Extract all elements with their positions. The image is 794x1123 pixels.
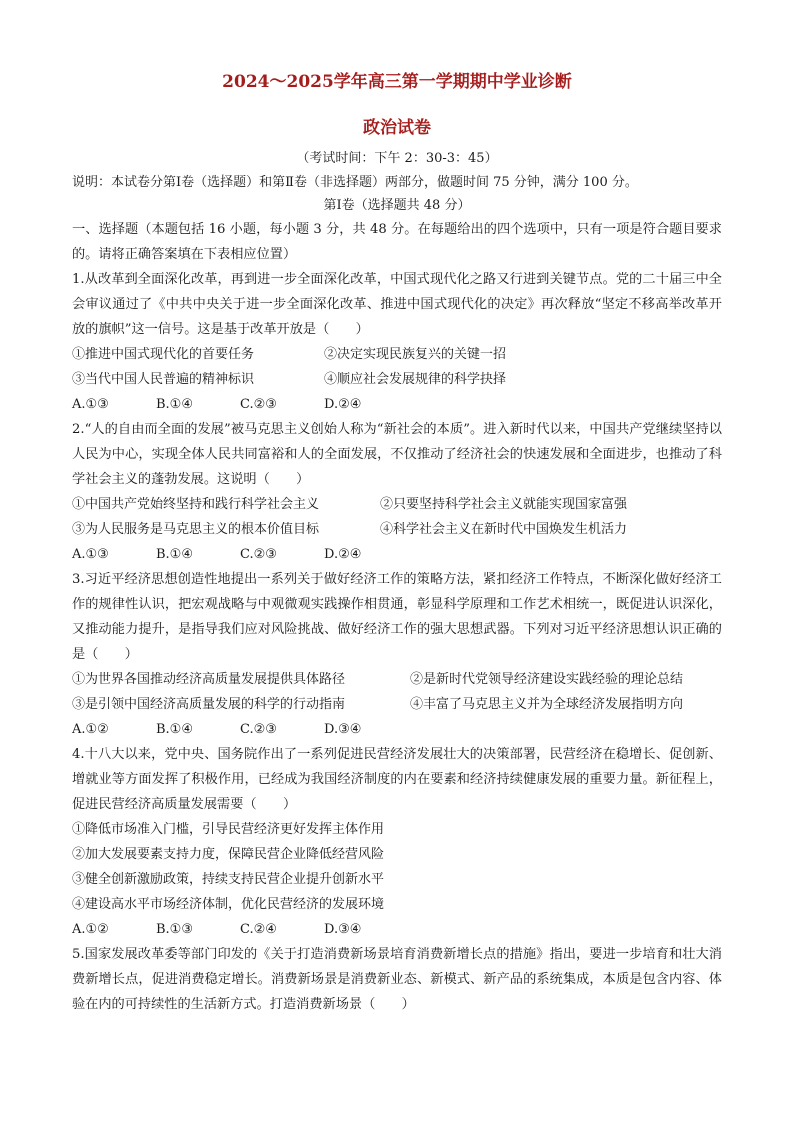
- subject-title: 政治试卷: [363, 118, 431, 138]
- choice: A.①②: [72, 922, 109, 937]
- choice: C.②③: [240, 547, 277, 562]
- option: ①为世界各国推动经济高质量发展提供具体路径: [72, 672, 346, 687]
- exam-page: [72, 70, 722, 1017]
- question-3: [72, 567, 722, 742]
- instructions: 一、选择题（本题包括 16 小题，每小题 3 分，共 48 分。在每题给出的四个选项中，只有一项是符合题目要求的。请将正确答案填在下表相应位置）: [72, 222, 722, 262]
- option: ①降低市场准入门槛，引导民营经济更好发挥主体作用: [72, 822, 385, 837]
- option: ④建设高水平市场经济体制，优化民营经济的发展环境: [72, 897, 385, 912]
- question-5: [72, 942, 722, 1017]
- option: ④丰富了马克思主义并为全球经济发展指明方向: [410, 697, 684, 712]
- question-stem: 1.从改革到全面深化改革，再到进一步全面深化改革，中国式现代化之路又行进到关键节点。党的二十届三中全会审议通过了《中共中央关于进一步全面深化改革、推进中国式现代化的决定》再次释放“坚定不移高举改革开放的旗帜”这一信号。这是基于改革开放是（ ）: [72, 272, 722, 337]
- choice: D.③④: [324, 722, 362, 737]
- option: ③当代中国人民普遍的精神标识: [72, 372, 255, 387]
- choice: B.①④: [156, 547, 193, 562]
- option: ②只要坚持科学社会主义就能实现国家富强: [380, 497, 628, 512]
- choice: C.②③: [240, 722, 277, 737]
- choice: C.②③: [240, 397, 277, 412]
- choice: D.②④: [324, 397, 362, 412]
- question-stem: 2.“人的自由而全面的发展”被马克思主义创始人称为“新社会的本质”。进入新时代以来，中国共产党继续坚持以人民为中心，实现全体人民共同富裕和人的全面发展，不仅推动了经济社会的快速发展和全面进步，也推动了科学社会主义的蓬勃发展。这说明（ ）: [72, 422, 722, 487]
- exam-time: （考试时间：下午 2：30-3：45）: [296, 151, 498, 166]
- question-stem: 3.习近平经济思想创造性地提出一系列关于做好经济工作的策略方法，紧扣经济工作特点，不断深化做好经济工作的规律性认识，把宏观战略与中观微观实践操作相贯通，彰显科学原理和工作艺术相统一，既促进认识深化，又推动能力提升，是指导我们应对风险挑战、做好经济工作的强大思想武器。下列对习近平经济思想认识正确的是（ ）: [72, 572, 722, 662]
- question-1: [72, 267, 722, 417]
- option: ④科学社会主义在新时代中国焕发生机活力: [380, 522, 628, 537]
- option: ③是引领中国经济高质量发展的科学的行动指南: [72, 697, 346, 712]
- choice: B.①④: [156, 722, 193, 737]
- option: ③为人民服务是马克思主义的根本价值目标: [72, 522, 320, 537]
- choice: D.②④: [324, 547, 362, 562]
- question-stem: 4.十八大以来，党中央、国务院作出了一系列促进民营经济发展壮大的决策部署，民营经济在稳增长、促创新、增就业等方面发挥了积极作用，已经成为我国经济制度的内在要素和经济持续健康发展的重要力量。新征程上，促进民营经济高质量发展需要（ ）: [72, 747, 722, 812]
- option: ③健全创新激励政策，持续支持民营企业提升创新水平: [72, 872, 385, 887]
- choice: A.①②: [72, 722, 109, 737]
- question-2: [72, 417, 722, 567]
- section-heading: 第Ⅰ卷（选择题共 48 分）: [323, 198, 471, 213]
- choice: D.③④: [324, 922, 362, 937]
- option: ①中国共产党始终坚持和践行科学社会主义: [72, 497, 320, 512]
- choice: A.①③: [72, 547, 109, 562]
- choice: C.②④: [240, 922, 277, 937]
- choice: B.①③: [156, 922, 193, 937]
- option: ①推进中国式现代化的首要任务: [72, 347, 255, 362]
- exam-title: 2024～2025学年高三第一学期期中学业诊断: [222, 72, 572, 92]
- option: ②是新时代党领导经济建设实践经验的理论总结: [410, 672, 684, 687]
- option: ②加大发展要素支持力度，保障民营企业降低经营风险: [72, 847, 385, 862]
- choice: A.①③: [72, 397, 109, 412]
- choice: B.①④: [156, 397, 193, 412]
- question-4: [72, 742, 722, 942]
- option: ②决定实现民族复兴的关键一招: [324, 347, 507, 362]
- option: ④顺应社会发展规律的科学抉择: [324, 372, 507, 387]
- exam-note: 说明：本试卷分第Ⅰ卷（选择题）和第Ⅱ卷（非选择题）两部分，做题时间 75 分钟，满分 100 分。: [72, 175, 638, 190]
- question-stem: 5.国家发展改革委等部门印发的《关于打造消费新场景培育消费新增长点的措施》指出，要进一步培育和壮大消费新增长点，促进消费稳定增长。消费新场景是消费新业态、新模式、新产品的系统集成，本质是包含内容、体验在内的可持续性的生活新方式。打造消费新场景（ ）: [72, 947, 722, 1012]
